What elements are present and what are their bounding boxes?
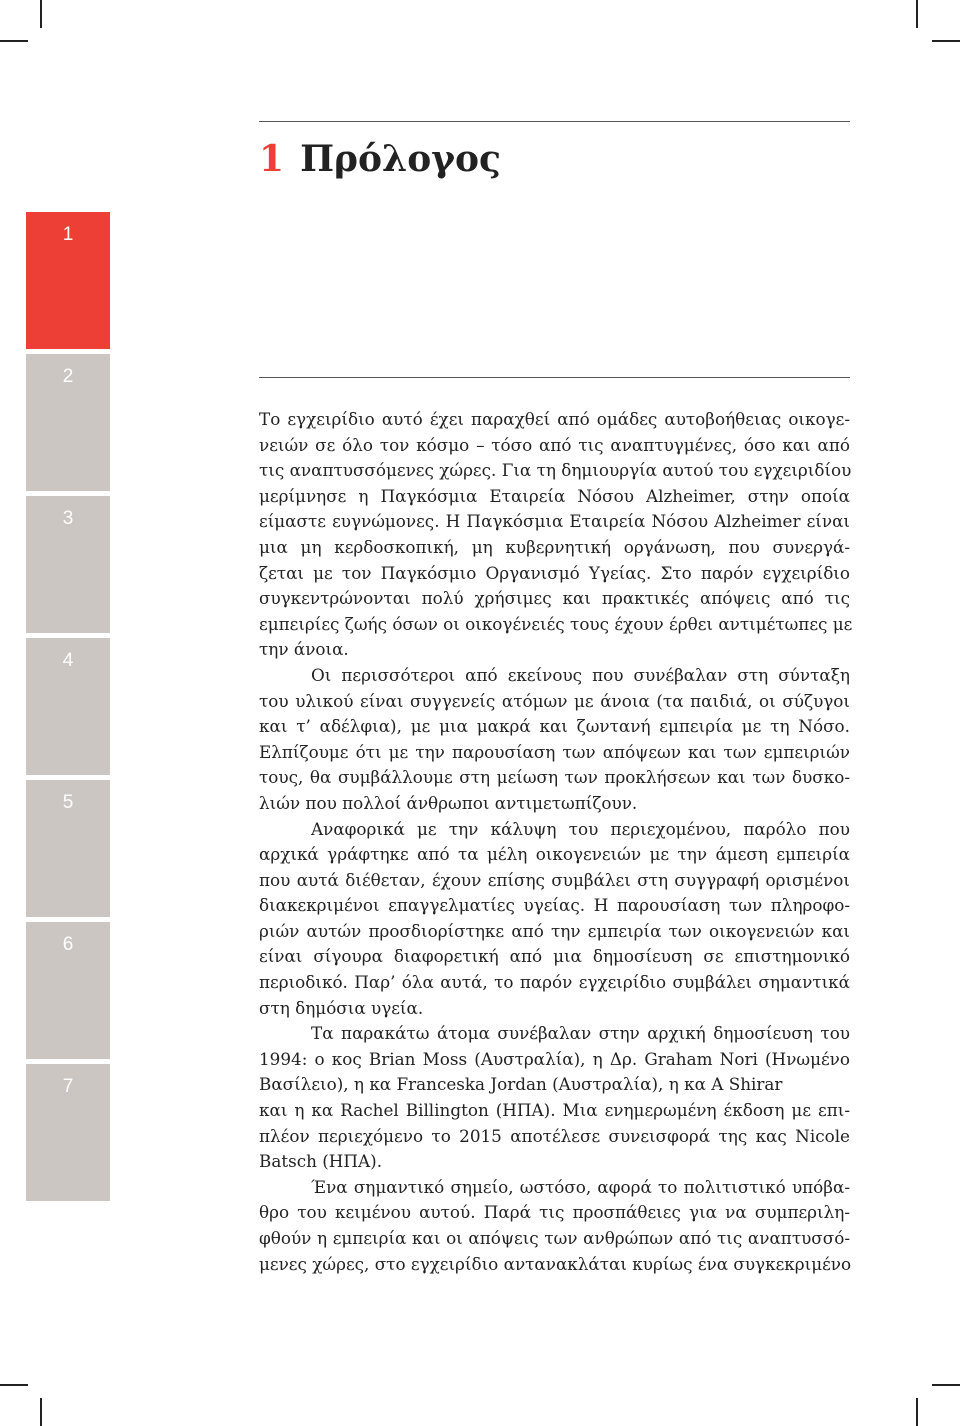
chapter-tab-4[interactable] (26, 638, 110, 775)
crop-mark (932, 1384, 960, 1386)
text-line: μενες χώρες, στο εγχειρίδιο αντανακλάται κυρίως ένα συγκεκριμένο (259, 1253, 852, 1274)
chapter-tab-label: 5 (62, 792, 74, 813)
chapter-tab-label: 3 (62, 508, 74, 529)
chapter-number: 1 (259, 138, 285, 180)
text-line: και η κα Rachel Billington (ΗΠΑ). Μια ενημερωμένη έκδοση με επι- (259, 1100, 850, 1121)
text-line: περιοδικό. Παρ’ όλα αυτά, το παρόν εγχειρίδιο συμβάλει σημαντικά (259, 972, 850, 993)
chapter-tab-6[interactable] (26, 922, 110, 1059)
text-line: Οι περισσότεροι από εκείνους που συνέβαλαν στη σύνταξη (311, 664, 850, 685)
text-line: που αυτά διέθεταν, έχουν επίσης συμβάλει στη συγγραφή ορισμένοι (259, 869, 850, 890)
text-line: Ελπίζουμε ότι με την παρουσίαση των απόψεων και των εμπειριών (259, 741, 850, 762)
text-line: τους, θα συμβάλλουμε στη μείωση των προκλήσεων και των δυσκο- (259, 767, 850, 788)
text-line: είναι σίγουρα διαφορετική από μια δημοσίευση σε επιστημονικό (259, 946, 850, 967)
chapter-tab-label: 2 (62, 366, 74, 387)
text-line: μερίμνησε η Παγκόσμια Εταιρεία Νόσου Alzheimer, στην οποία (259, 485, 850, 506)
text-line: συγκεντρώνονται πολύ χρήσιμες και πρακτικές απόψεις από τις (259, 588, 850, 609)
text-line: Αναφορικά με την κάλυψη του περιεχομένου, παρόλο που (311, 818, 850, 839)
text-line: τις αναπτυσσόμενες χώρες. Για τη δημιουργία αυτού του εγχειριδίου (259, 460, 852, 481)
chapter-tab-label: 4 (62, 650, 74, 671)
text-line: διακεκριμένοι επαγγελματίες υγείας. Η παρουσίαση των πληροφο- (259, 895, 850, 916)
chapter-tab-3[interactable] (26, 496, 110, 633)
crop-mark (0, 1384, 28, 1386)
section-rule (259, 377, 850, 378)
text-line: φθούν η εμπειρία και οι απόψεις των ανθρώπων από τις αναπτυσσό- (259, 1228, 850, 1248)
text-line: ζεται με τον Παγκόσμιο Οργανισμό Υγείας. Στο παρόν εγχειρίδιο (259, 562, 850, 583)
text-line: Batsch (ΗΠΑ). (259, 1151, 383, 1172)
text-line: θρο του κειμένου αυτού. Παρά τις προσπάθειες για να συμπεριλη- (259, 1202, 850, 1223)
crop-mark (916, 0, 918, 28)
text-line: ριών αυτών προσδιορίστηκε από την εμπειρία των οικογενειών και (259, 920, 850, 941)
top-rule (259, 121, 850, 122)
text-line: του υλικού είναι συγγενείς ατόμων με άνοια (τα παιδιά, οι σύζυγοι (259, 690, 850, 711)
chapter-tab-label: 6 (62, 934, 74, 955)
chapter-heading (259, 137, 501, 181)
text-line: είμαστε ευγνώμονες. Η Παγκόσμια Εταιρεία Νόσου Alzheimer είναι (259, 511, 850, 532)
text-line: Το εγχειρίδιο αυτό έχει παραχθεί από ομάδες αυτοβοήθειας οικογε- (259, 409, 850, 429)
text-line: νειών σε όλο τον κόσμο – τόσο από τις αναπτυγμένες, όσο και από (259, 434, 850, 455)
body-text (259, 407, 853, 1277)
text-line: στη δημόσια υγεία. (259, 997, 424, 1018)
text-line: και τ’ αδέλφια), με μια μακρά και ζωντανή εμπειρία με τη Νόσο. (259, 716, 850, 737)
chapter-tab-1[interactable] (26, 212, 110, 349)
chapter-tab-label: 1 (62, 224, 74, 245)
text-line: Βασίλειο), η κα Franceska Jordan (Αυστραλία), η κα A Shirar (259, 1074, 783, 1095)
crop-mark (932, 40, 960, 42)
text-line: Τα παρακάτω άτομα συνέβαλαν στην αρχική δημοσίευση του (311, 1023, 850, 1044)
text-line: την άνοια. (259, 639, 349, 660)
text-line: Ένα σημαντικό σημείο, ωστόσο, αφορά το πολιτιστικό υπόβα- (311, 1176, 850, 1197)
text-line: λιών που πολλοί άνθρωποι αντιμετωπίζουν. (259, 792, 638, 813)
text-line: αρχικά γράφτηκε από τα μέλη οικογενειών με την άμεση εμπειρία (259, 844, 850, 865)
crop-mark (40, 1398, 42, 1426)
text-line: πλέον περιεχόμενο το 2015 αποτέλεσε συνεισφορά της κας Nicole (259, 1125, 850, 1146)
text-line: μια μη κερδοσκοπική, μη κυβερνητική οργάνωση, που συνεργά- (259, 536, 850, 557)
chapter-tab-2[interactable] (26, 354, 110, 491)
chapter-tab-label: 7 (62, 1076, 74, 1097)
crop-mark (916, 1398, 918, 1426)
chapter-tab-5[interactable] (26, 780, 110, 917)
text-line: εμπειρίες ζωής όσων οι οικογένειές τους έχουν έρθει αντιμέτωπες με (259, 613, 853, 634)
crop-mark (0, 40, 28, 42)
text-line: 1994: ο κος Brian Moss (Αυστραλία), η Δρ. Graham Nori (Ηνωμένο (259, 1048, 850, 1069)
chapter-tab-7[interactable] (26, 1064, 110, 1201)
chapter-title: Πρόλογος (300, 138, 501, 180)
crop-mark (40, 0, 42, 28)
